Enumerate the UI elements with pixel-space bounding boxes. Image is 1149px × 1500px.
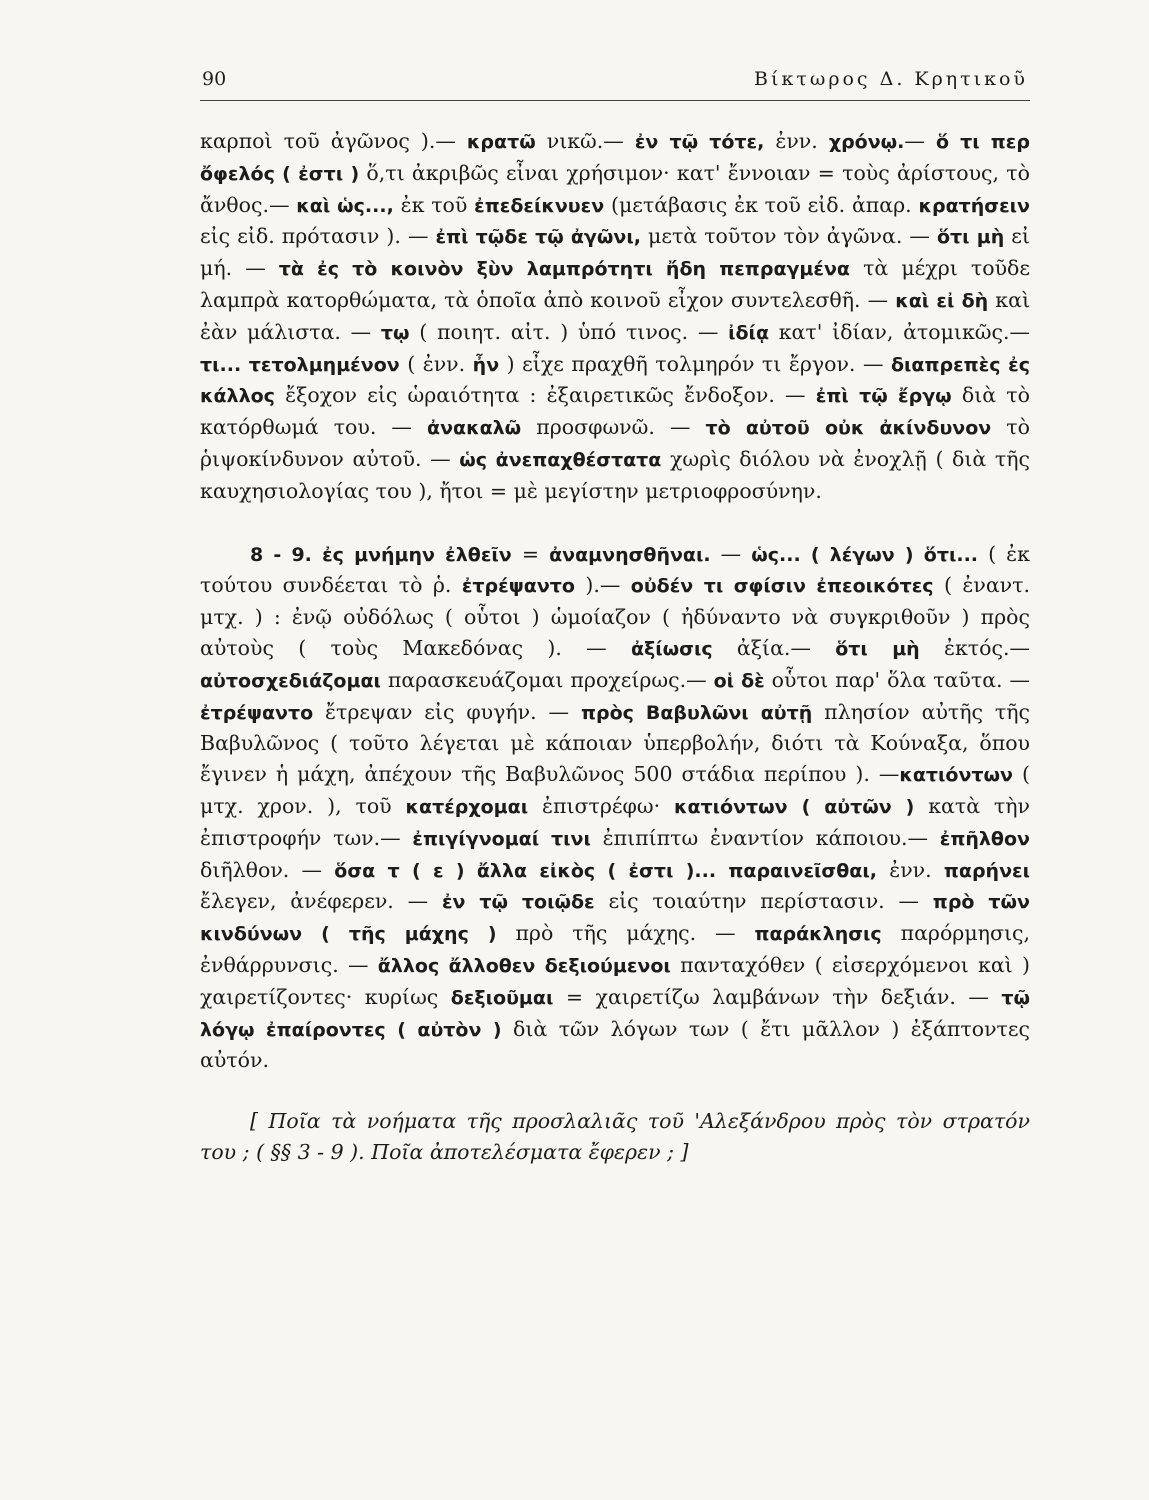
gloss-text: κατ' ἰδίαν, ἀτομικῶς.— [769,319,1030,344]
page-number: 90 [202,68,227,90]
lemma: κατιόντων ( αὐτῶν ) [673,795,915,818]
gloss-text: πρὸ τῆς μάχης. — [496,921,755,946]
gloss-text: εἰς εἰδ. πρότασιν ). — [200,224,436,249]
lemma: παράκλησις [754,923,882,946]
lemma: κατιόντων [899,764,1014,787]
section-8-9-paragraph [200,539,1030,1077]
lemma: καὶ ὡς..., [296,194,394,217]
gloss-text: καὶ ἐὰν μάλιστα. — [200,287,1030,344]
body-text [200,126,1030,1168]
lemma: ὡς ἀνεπαχθέστατα [459,448,662,471]
gloss-text: παρασκευάζομαι προχείρως.— [380,667,714,692]
lemma: ἀξίωσις [630,637,713,660]
lemma: ὅτι μὴ [835,637,920,660]
gloss-text: ) εἶχε πραχθῆ τολμηρόν τι ἔργον. — [499,351,891,376]
lemma: τῳ [380,321,410,344]
gloss-text: ( ἐκ τούτου συνδέεται τὸ ῥ. [200,541,1030,598]
lemma: καὶ εἰ δὴ [895,289,989,312]
lemma: ἐτρέψαντο [200,701,314,724]
lemma: πρὸ τῶν κινδύνων ( τῆς μάχης ) [200,891,1030,946]
gloss-text: διὰ τῶν λόγων των ( ἔτι μᾶλλον ) ἐξάπτοντες αὐτόν. [200,1016,1030,1073]
gloss-text: (μετάβασις ἐκ τοῦ εἰδ. ἀπαρ. [604,192,919,217]
lemma: ὅτι μὴ [937,226,1005,249]
gloss-text: οὗτοι παρ' ὅλα ταῦτα. — [764,667,1030,692]
lemma: ἐπὶ τῷ ἔργῳ [815,385,952,408]
gloss-text: εἰς τοιαύτην περίστασιν. — [594,889,933,914]
lemma: κρατήσειν [918,194,1030,217]
lemma: ἀναμνησθῆναι. [549,543,711,566]
gloss-text: ἐπιπίπτω ἐναντίον κάποιου.— [590,825,940,850]
lemma: ὅσα τ ( ε ) ἄλλα εἰκὸς ( ἐστι )... παραινεῖσθαι, [334,859,877,882]
lemma: τῷ λόγῳ ἐπαίροντες ( αὐτὸν ) [200,986,1030,1041]
lemma: ὡς... ( λέγων ) ὅτι... [751,543,979,566]
lemma: ἦν [472,353,500,376]
gloss-text: ( ἐναντ. μτχ. ) : ἐνῷ οὐδόλως ( οὗτοι ) ὡμοίαζον ( ἠδύναντο νὰ συγκριθοῦν ) πρὸς αὐτοὺς ( τοὺς Μακεδόνας ). — [200,573,1030,660]
gloss-text: κατὰ τὴν ἐπιστροφήν των.— [200,793,1030,850]
gloss-text: ἔξοχον εἰς ὡραιότητα : ἐξαιρετικῶς ἔνδοξον. — [274,383,816,408]
gloss-text: ( ποιητ. αἰτ. ) ὑπό τινος. — [409,319,729,344]
gloss-text: προσφωνῶ. — [521,415,706,440]
gloss-text: ἐκ τοῦ [393,192,475,217]
lemma: ὅ τι περ ὄφελός ( ἐστι ) [200,131,1030,185]
lemma: 8 - 9. ἐς μνήμην ἐλθεῖν [250,543,512,566]
lemma: χρόνῳ. [828,131,905,153]
gloss-text: ἔλεγεν, ἀνέφερεν. — [200,889,442,914]
gloss-text: ἐνν. [876,857,944,882]
lemma: ἄλλος ἄλλοθεν δεξιούμενοι [377,954,671,977]
gloss-text: διὰ τὸ κατόρθωμά του. — [200,383,1030,440]
gloss-text: παρόρμησις, ἐνθάρρυνσις. — [200,921,1030,977]
lemma: τὸ αὐτοῦ οὐκ ἀκίνδυνον [705,417,992,440]
gloss-text: χωρὶς διόλου νὰ ἐνοχλῇ ( διὰ τῆς καυχησιολογίας του ), ἤτοι = μὲ μεγίστην μετριοφροσύνην. [200,446,1030,503]
gloss-text: ἐκτός.— [919,635,1030,660]
gloss-text: πλησίον αὐτῆς τῆς Βαβυλῶνος ( τοῦτο λέγεται μὲ κάποιαν ὑπερβολήν, διότι τὰ Κούναξα, ὅπου ἔγινεν ἡ μάχη, ἀπέχουν τῆς Βαβυλῶνος 500 στάδια περίπου ). — [200,699,1031,787]
gloss-text: εἰ μή. — [200,224,1030,281]
gloss-text: ( ἐνν. [399,351,473,376]
gloss-text: μετὰ τοῦτον τὸν ἀγῶνα. — [640,224,937,249]
gloss-text: ἐπιστρέφω· [528,793,674,818]
lemma: δεξιοῦμαι [450,986,554,1009]
gloss-text: ( μτχ. χρον. ), τοῦ [200,762,1031,818]
lemma: κατέρχομαι [405,795,529,818]
gloss-text: τὰ μέχρι τοῦδε λαμπρὰ κατορθώματα, τὰ ὁποῖα ἀπὸ κοινοῦ εἶχον συντελεσθῆ. — [200,256,1031,312]
lemma: οἱ δὲ [713,669,765,692]
gloss-text: διῆλθον. — [200,857,335,882]
lemma: αὐτοσχεδιάζομαι [200,669,381,692]
gloss-text: ἀξία.— [712,635,836,660]
lemma: ἐπῆλθον [939,827,1030,850]
commentary-paragraph [200,126,1030,507]
lemma: οὐδέν τι σφίσιν ἐπεοικότες [630,575,934,598]
gloss-text: τὸ ῥιψοκίνδυνον αὐτοῦ. — [200,415,1030,471]
gloss-text: = χαιρετίζω λαμβάνων τὴν δεξιάν. — [553,984,1002,1009]
study-question [200,1106,1030,1168]
page-header [200,66,1030,101]
lemma: ἐν τῷ τότε, [634,131,765,153]
gloss-text: ὅ,τι ἀκριβῶς εἶναι χρήσιμον· κατ' ἔννοιαν = τοὺς ἀρίστους, τὸ ἄνθος.— [200,160,1030,217]
gloss-text: ἔτρεψαν εἰς φυγήν. — [313,699,581,724]
lemma: ἀνακαλῶ [427,417,522,440]
gloss-text: καρποὶ τοῦ ἀγῶνος ).— [200,129,467,153]
lemma: ἐν τῷ τοιῷδε [441,891,595,914]
lemma: ἐπιγίγνομαί τινι [412,827,591,850]
lemma: ἐτρέψαντο [461,575,575,598]
lemma: κρατῶ [466,131,536,153]
gloss-text: ).— [574,573,631,598]
gloss-text: πανταχόθεν ( εἰσερχόμενοι καὶ ) χαιρετίζοντες· κυρίως [200,952,1031,1009]
lemma: ἐπὶ τῷδε τῷ ἀγῶνι, [435,226,641,249]
gloss-text: νικῶ.— [535,129,635,153]
lemma: πρὸς Βαβυλῶνι αὐτῇ [580,701,813,724]
lemma: ἐπεδείκνυεν [474,194,605,217]
lemma: διαπρεπὲς ἐς κάλλος [200,353,1030,408]
gloss-text: ἐνν. [764,129,829,153]
lemma: τὰ ἐς τὸ κοινὸν ξὺν λαμπρότητι ἤδη πεπραγμένα [278,258,850,281]
gloss-text: — [904,129,936,153]
lemma: τι... τετολμημένον [200,353,400,376]
lemma: ἰδίᾳ [728,321,770,344]
gloss-text: [ Ποῖα τὰ νοήματα τῆς προσλαλιᾶς τοῦ 'Αλεξάνδρου πρὸς τὸν στρατόν του ; ( §§ 3 - 9 ). Ποῖα ἀποτελέσματα ἔφερεν ; ] [200,1109,1030,1164]
running-head: Βίκτωρος Δ. Κρητικοῦ [754,68,1028,90]
gloss-text: — [710,541,752,566]
gloss-text: = [511,541,550,566]
lemma: παρήνει [943,859,1031,882]
